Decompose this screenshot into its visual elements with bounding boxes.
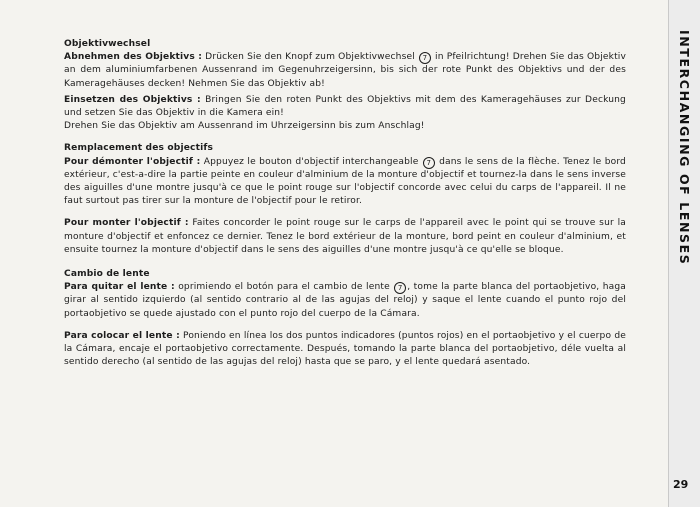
german-heading: Objektivwechsel: [64, 39, 151, 49]
spanish-insert-paragraph: [64, 330, 626, 370]
french-insert-lead: Pour monter l'objectif :: [64, 218, 189, 229]
german-remove-paragraph: [64, 51, 626, 91]
german-remove-text-before: Drücken Sie den Knopf zum Objektivwechsel: [202, 52, 418, 63]
german-remove-text-after: in Pfeilrichtung! Drehen Sie das Objektiv an dem aluminiumfarbenen Aussenrand im Gegenuhrzeigersinn, bis sich der rote Punkt des Objektivs und der des Kameragehäuses decken! Nehmen Sie das Objektiv ab!: [64, 52, 626, 89]
circled-number-7-icon: 7: [394, 282, 406, 294]
page-content: [64, 38, 626, 369]
spanish-remove-text-after: , tome la parte blanca del portaobjetivo, haga girar al sentido izquierdo (al sentido contrario al de las agujas del reloj) y saque el lente cuando el punto rojo del portaobjetivo se quede ajustado con el punto rojo del cuerpo de la Cámara.: [64, 282, 627, 319]
french-insert-text: Faites concorder le point rouge sur le carps de l'appareil avec le point qui se trouve sur la monture d'objectif et enfoncez ce dernier. Tenez le bord extérieur de la monture, bord peint en couleur d'alminium, et ensuite tournez la monture d'objectif dans le sens des aiguilles d'une montre jusqu'à ce qu'elle se bloque.: [64, 218, 626, 255]
french-remove-text-before: Appuyez le bouton d'objectif interchangeable: [200, 156, 422, 167]
spanish-insert-text: Poniendo en línea los dos puntos indicadores (puntos rojos) en el portaobjetivo y el cuerpo de la Cámara, encaje el portaobjetivo correctamente. Después, tomando la parte blanca del portaobjetivo, déle vuelta al sentido derecho (al sentido de las agujas del reloj) hasta que se paro, y el lente quedará asentado.: [64, 330, 626, 368]
french-insert-paragraph: [64, 217, 626, 257]
spanish-heading: Cambio de lente: [64, 269, 150, 280]
circled-number-7-icon: 7: [419, 52, 431, 64]
french-heading: Remplacement des objectifs: [64, 143, 214, 154]
german-insert-text: Bringen Sie den roten Punkt des Objektivs mit dem des Kameragehäuses zur Deckung und setzen Sie das Objektiv in die Kamera ein!: [64, 94, 626, 119]
german-insert-lead: Einsetzen des Objektivs :: [64, 94, 201, 105]
german-insert-line2: Drehen Sie das Objektiv am Aussenrand im Uhrzeigersinn bis zum Anschlag!: [64, 121, 425, 132]
section-tab-title: INTERCHANGING OF LENSES: [677, 30, 692, 266]
spanish-remove-text-before: oprimiendo el botón para el cambio de lente: [174, 282, 394, 293]
page-number: 29: [673, 478, 689, 491]
german-remove-lead: Abnehmen des Objektivs :: [64, 52, 203, 63]
german-insert-paragraph: [64, 94, 626, 120]
spanish-remove-paragraph: [64, 281, 626, 321]
spanish-insert-lead: Para colocar el lente :: [64, 330, 180, 341]
spanish-remove-lead: Para quitar el lente :: [64, 282, 175, 293]
french-remove-text-after: dans le sens de la flèche. Tenez le bord extérieur, c'est-a-dire la partie peinte en couleur d'alminium de la monture d'objectif et tournez-la dans le sens inverse des aiguilles d'une montre jusqu'à ce que le point rouge sur l'objectif concorde avec celui du carps de l'appareil. Il ne faut surtout pas tirer sur la monture de l'objectif pour le retiror.: [64, 156, 626, 207]
french-remove-lead: Pour démonter l'objectif :: [64, 156, 201, 167]
circled-number-7-icon: 7: [423, 157, 435, 169]
french-remove-paragraph: [64, 156, 626, 209]
